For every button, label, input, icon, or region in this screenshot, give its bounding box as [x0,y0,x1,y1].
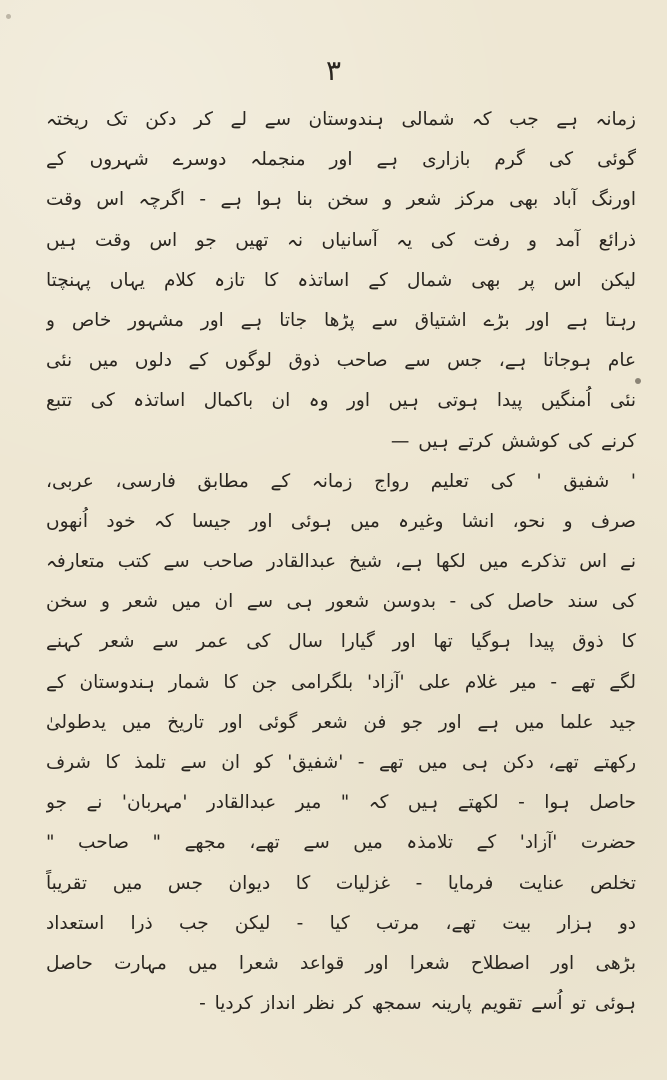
text-line: تخلص عنایت فرمایا - غزلیات کا دیوان جس میں تقریباً [46,872,636,894]
page-number: ۳ [325,54,342,87]
text-line: ہوئی تو اُسے تقویم پارینہ سمجھ کر نظر انداز کردیا - [199,993,636,1015]
text-line: صرف و نحو، انشا وغیرہ میں ہوئی اور جیسا کہ خود اُنھوں [46,510,636,532]
text-line: بڑھی اور اصطلاح شعرا اور قواعد شعرا میں مہارت حاصل [46,952,636,974]
text-line: نئی اُمنگیں پیدا ہوتی ہیں اور وہ ان باکمال اساتذہ کی تتبع [46,390,636,412]
text-line: جید علما میں ہے اور جو فن شعر گوئی اور تاریخ میں یدطولیٰ [46,711,636,733]
text-line: ' شفیق ' کی تعلیم رواج زمانہ کے مطابق فارسی، عربی، [46,470,636,492]
body-text [46,100,636,1050]
text-line: دو ہزار بیت تھے، مرتب کیا - لیکن جب ذرا استعداد [46,912,636,934]
text-line: رکھتے تھے، دکن ہی میں تھے - 'شفیق' کو ان سے تلمذ کا شرف [46,752,636,773]
text-line: کا ذوق پیدا ہوگیا تھا اور گیارا سال کی عمر سے شعر کہنے [46,631,636,653]
text-line: حاصل ہوا - لکھتے ہیں کہ " میر عبدالقادر 'مہربان' نے جو [46,792,636,814]
text-line: کرنے کی کوشش کرتے ہیں — [390,430,636,452]
text-line: رہتا ہے اور بڑے اشتیاق سے پڑھا جاتا ہے اور مشہور خاص و [46,309,636,331]
text-line: گوئی کی گرم بازاری ہے اور منجملہ دوسرے شہروں کے [46,149,636,171]
text-line: زمانہ ہے جب کہ شمالی ہندوستان سے لے کر دکن تک ریختہ [46,109,636,130]
text-line: لیکن اس پر بھی شمال کے اساتذہ کا تازہ کلام یہاں پہنچتا [46,269,636,291]
edge-mark [6,14,11,19]
text-line: اورنگ آباد بھی مرکز شعر و سخن بنا ہوا ہے - اگرچہ اس وقت [46,189,636,211]
text-line: لگے تھے - میر غلام علی 'آزاد' بلگرامی جن کا شمار ہندوستان کے [46,671,636,693]
text-line: نے اس تذکرے میں لکھا ہے، شیخ عبدالقادر صاحب سے کتب متعارفہ [46,551,636,573]
text-line: کی سند حاصل کی - بدوسن شعور ہی سے ان میں شعر و سخن [46,591,636,613]
text-line: عام ہوجاتا ہے، جس سے صاحب ذوق لوگوں کے دلوں میں نئی [46,350,636,372]
text-line: حضرت 'آزاد' کے تلامذہ میں سے تھے، مجھے " صاحب " [46,832,636,854]
text-line: ذرائع آمد و رفت کی یہ آسانیاں نہ تھیں جو اس وقت ہیں [46,229,636,251]
